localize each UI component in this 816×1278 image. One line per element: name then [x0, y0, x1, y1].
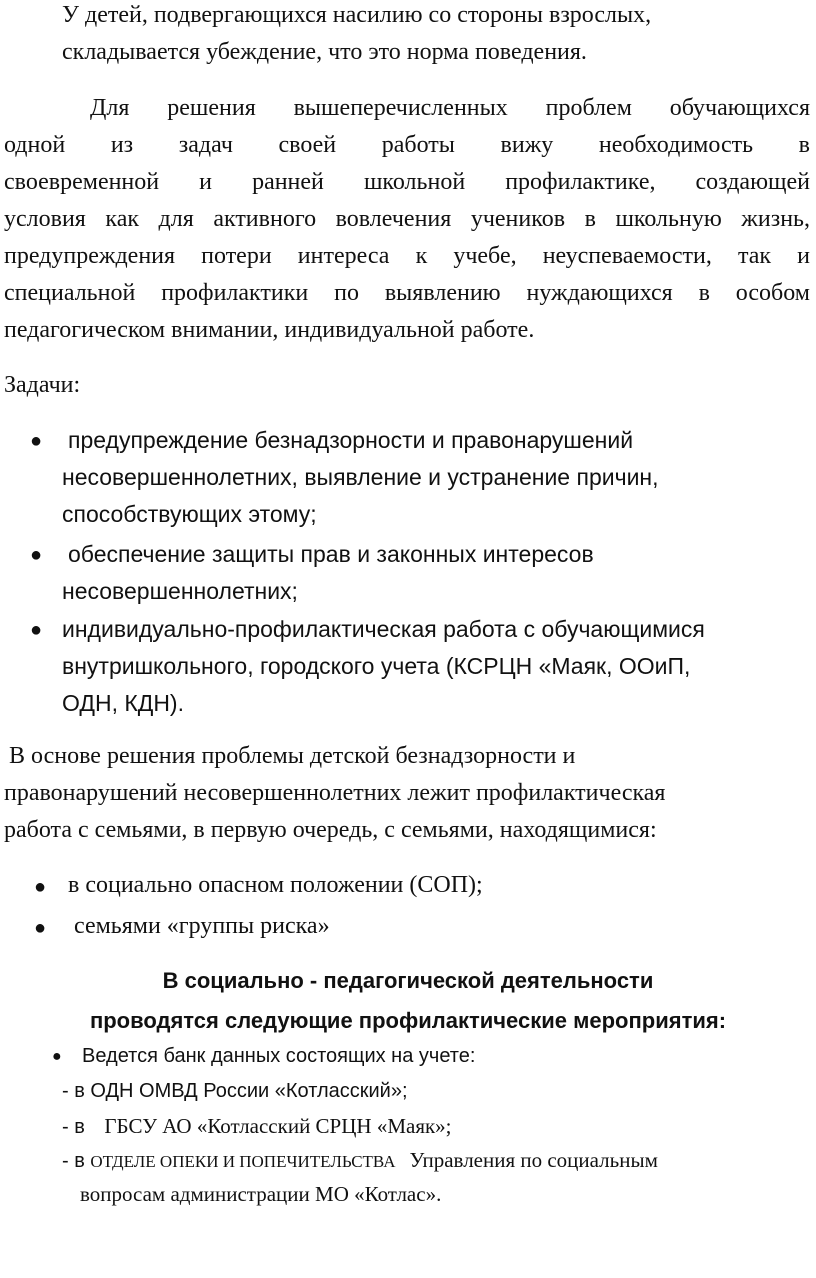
paragraph1-line-5: предупреждения потери интереса к учебе, неуспеваемости, так и — [4, 243, 810, 269]
intro-line-1: У детей, подвергающихся насилию со стороны взрослых, — [62, 2, 652, 28]
bank-item-3-text: Управления по социальным — [409, 1148, 658, 1172]
section-heading-line-1: В социально - педагогической деятельности — [162, 968, 654, 993]
paragraph1-line-6: специальной профилактики по выявлению нуждающихся в особом — [4, 280, 810, 306]
paragraph1-line-7: педагогическом внимании, индивидуальной работе. — [4, 317, 535, 343]
task-1-line-2: несовершеннолетних, выявление и устранение причин, — [62, 464, 659, 490]
bullet-icon: ● — [30, 619, 43, 641]
task-3-line-3: ОДН, КДН). — [62, 690, 184, 716]
task-1-line-1: предупреждение безнадзорности и правонарушений — [68, 427, 634, 453]
task-3-line-1: индивидуально-профилактическая работа с обучающимися — [62, 616, 705, 642]
bullet-icon: ● — [30, 544, 43, 566]
family-item-1: в социально опасном положении (СОП); — [68, 872, 483, 898]
family-item-2: семьями «группы риска» — [74, 913, 330, 939]
bank-item-3-continuation: вопросам администрации МО «Котлас». — [80, 1182, 442, 1206]
task-3-line-2: внутришкольного, городского учета (КСРЦН «Маяк, ООиП, — [62, 653, 691, 679]
bank-item-1: - в ОДН ОМВД России «Котласский»; — [62, 1080, 408, 1102]
bank-item-2 — [62, 1114, 452, 1139]
bank-item-2-prefix: - в — [62, 1116, 91, 1138]
section-heading-line-2: проводятся следующие профилактические мероприятия: — [89, 1008, 727, 1033]
paragraph1-line-2: одной из задач своей работы вижу необходимость в — [4, 132, 810, 158]
intro-line-2: складывается убеждение, что это норма поведения. — [62, 39, 587, 65]
bank-bullet-text: Ведется банк данных состоящих на учете: — [82, 1045, 476, 1067]
task-2-line-1: обеспечение защиты прав и законных интересов — [68, 541, 594, 567]
paragraph1-line-3: своевременной и ранней школьной профилактике, создающей — [4, 169, 810, 195]
paragraph1-line-1: Для решения вышеперечисленных проблем обучающихся — [90, 95, 810, 121]
bank-item-3-caps: ОТДЕЛЕ ОПЕКИ И ПОПЕЧИТЕЛЬСТВА — [90, 1152, 396, 1171]
paragraph2-line-3: работа с семьями, в первую очередь, с семьями, находящимися: — [4, 817, 657, 843]
paragraph1-line-4: условия как для активного вовлечения учеников в школьную жизнь, — [4, 206, 810, 232]
bank-item-3-prefix: - в — [62, 1150, 91, 1172]
task-1-line-3: способствующих этому; — [62, 501, 317, 527]
tasks-label: Задачи: — [4, 372, 81, 398]
paragraph2-line-2: правонарушений несовершеннолетних лежит профилактическая — [4, 780, 666, 806]
bullet-icon: ● — [34, 876, 47, 898]
bullet-icon: ● — [34, 917, 47, 939]
bullet-icon: ● — [30, 430, 43, 452]
bank-item-2-text: ГБСУ АО «Котласский СРЦН «Маяк»; — [104, 1114, 452, 1138]
task-2-line-2: несовершеннолетних; — [62, 578, 298, 604]
bank-item-3 — [62, 1148, 658, 1173]
paragraph2-line-1: В основе решения проблемы детской безнадзорности и — [9, 743, 576, 769]
bullet-icon: ● — [52, 1048, 62, 1065]
